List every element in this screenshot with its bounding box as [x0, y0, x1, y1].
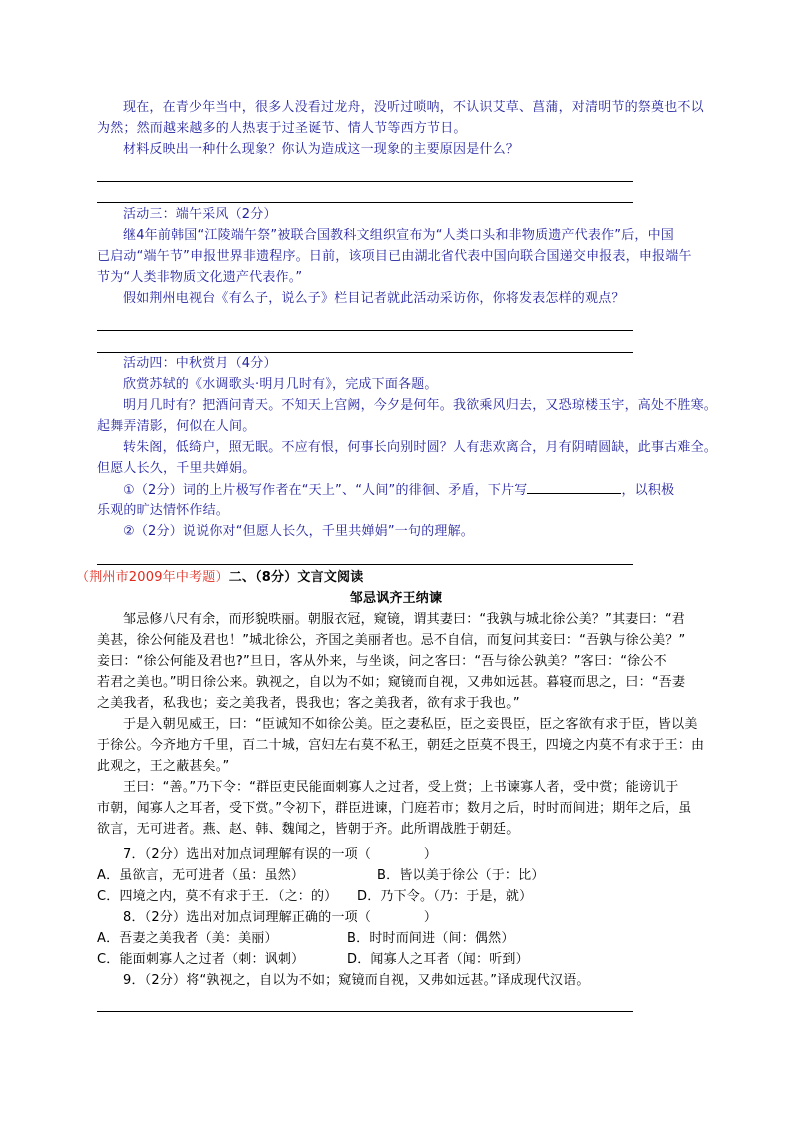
option-a[interactable]: A．吾妻之美我者（美：美丽）: [97, 931, 278, 946]
section-heading: 二、（8分）文言文阅读: [228, 570, 364, 585]
question-text: ，以积极: [621, 483, 675, 498]
activity-line: 节为“人类非物质文化遗产代表作。”: [97, 270, 303, 285]
question-text: 乐观的旷达情怀作结。: [97, 503, 230, 518]
option-d[interactable]: D．乃下令。（乃：于是，就）: [357, 889, 533, 904]
text-line: 于徐公。今齐地方千里，百二十城，宫妇左右莫不私王，朝廷之臣莫不畏王，四境之内莫不有求于王：由: [97, 738, 705, 753]
question-text: 假如荆州电视台《有么子，说么子》栏目记者就此活动采访你，你将发表怎样的观点？: [123, 291, 625, 306]
question-two: ②（2分）说说你对“但愿人长久，千里共婵娟”一句的理解。: [123, 524, 474, 539]
part-two-heading: [76, 567, 704, 588]
option-c[interactable]: C．能面刺寡人之过者（刺：讽刺）: [97, 952, 305, 967]
activity-four: [97, 353, 725, 542]
text-line: 市朝，闻寡人之耳者，受下赏。”令初下，群臣进谏，门庭若市；数月之后，时时而间进；期年之后，虽: [97, 801, 692, 816]
options-row: [97, 886, 725, 907]
questions: [97, 844, 725, 991]
activity-intro: 欣赏苏轼的《水调歌头·明月几时有》，完成下面各题。: [123, 377, 438, 392]
question-text: ①（2分）词的上片极写作者在“天上”、“人间”的徘徊、矛盾，下片写: [123, 483, 528, 498]
answer-line: [97, 1011, 633, 1012]
material-passage: [97, 97, 725, 160]
answer-line: [97, 564, 633, 565]
text-line: 妾曰：“徐公何能及君也?”旦日，客从外来，与坐谈，问之客曰：“吾与徐公孰美？”客曰：“徐公不: [97, 654, 667, 669]
answer-line: [97, 202, 633, 203]
poem-line: 但愿人长久，千里共婵娟。: [97, 461, 256, 476]
poem-line: 起舞弄清影，何似在人间。: [97, 419, 256, 434]
answer-line: [97, 330, 633, 331]
question-nine: 9．（2分）将“孰视之，自以为不如；窥镜而自视，又弗如远甚。”译成现代汉语。: [123, 973, 590, 988]
activity-line: 继4年前韩国“江陵端午祭”被联合国教科文组织宣布为“人类口头和非物质遗产代表作”后，中国: [123, 228, 675, 243]
poem-line: 转朱阁，低绮户，照无眠。不应有恨，何事长向别时圆？人有悲欢离合，月有阴晴圆缺，此事古难全。: [123, 440, 718, 455]
material-line: 现在，在青少年当中，很多人没看过龙舟，没听过唢呐，不认识艾草、菖蒲，对清明节的祭奠也不以: [123, 100, 704, 115]
source-note: （荆州市2009年中考题）: [76, 570, 229, 585]
question-one: [97, 479, 725, 500]
activity-three: [97, 204, 725, 309]
question-seven: 7．（2分）选出对加点词理解有误的一项（ ）: [123, 847, 438, 862]
activity-line: 已启动“端午节”申报世界非遗程序。日前，该项目已由湖北省代表中国向联合国递交申报表，申报端午: [97, 249, 692, 264]
option-d[interactable]: D．闻寡人之耳者（闻：听到）: [347, 952, 529, 967]
activity-title: 活动三：端午采风（2分）: [123, 207, 277, 222]
question-text: 材料反映出一种什么现象？你认为造成这一现象的主要原因是什么？: [123, 142, 520, 157]
text-line: 美甚，徐公何能及君也！”城北徐公，齐国之美丽者也。忌不自信，而复问其妾曰：“吾孰与徐公美？”: [97, 633, 686, 648]
text-line: 于是入朝见威王，曰：“臣诚知不如徐公美。臣之妻私臣，臣之妾畏臣，臣之客欲有求于臣，皆以美: [123, 717, 698, 732]
text-line: 此观之，王之蔽甚矣。”: [97, 759, 230, 774]
classical-text: [97, 609, 725, 840]
article-title-wrap: [76, 588, 716, 609]
option-c[interactable]: C．四境之内，莫不有求于王．（之：的）: [97, 889, 338, 904]
text-line: 欲言，无可进者。燕、赵、韩、魏闻之，皆朝于齐。此所谓战胜于朝廷。: [97, 822, 520, 837]
options-row: [97, 865, 725, 886]
options-row: [97, 949, 725, 970]
fill-blank[interactable]: [527, 479, 621, 494]
text-line: 王曰：“善。”乃下令：“群臣吏民能面刺寡人之过者，受上赏；上书谏寡人者，受中赏；能谤讥于: [123, 780, 679, 795]
article-title: 邹忌讽齐王纳谏: [349, 591, 443, 606]
material-line: 为然；然而越来越多的人热衷于过圣诞节、情人节等西方节日。: [97, 121, 467, 136]
text-line: 邹忌修八尺有余，而形貌昳丽。朝服衣冠，窥镜，谓其妻曰：“我孰与城北徐公美？”其妻曰：“君: [123, 612, 686, 627]
poem-line: 明月几时有？把酒问青天。不知天上宫阙，今夕是何年。我欲乘风归去，又恐琼楼玉宇，高处不胜寒。: [123, 398, 718, 413]
text-line: 之美我者，私我也；妾之美我者，畏我也；客之美我者，欲有求于我也。”: [97, 696, 520, 711]
option-b[interactable]: B．皆以美于徐公（于：比）: [377, 868, 545, 883]
activity-title: 活动四：中秋赏月（4分）: [123, 356, 277, 371]
answer-line: [97, 181, 633, 182]
text-line: 若君之美也。”明日徐公来。孰视之，自以为不如；窥镜而自视，又弗如远甚。暮寝而思之，曰：“吾妻: [97, 675, 686, 690]
question-eight: 8．（2分）选出对加点词理解正确的一项（ ）: [123, 910, 438, 925]
option-a[interactable]: A．虽欲言，无可进者（虽：虽然）: [97, 868, 305, 883]
options-row: [97, 928, 725, 949]
option-b[interactable]: B．时时而间进（间：偶然）: [347, 931, 515, 946]
